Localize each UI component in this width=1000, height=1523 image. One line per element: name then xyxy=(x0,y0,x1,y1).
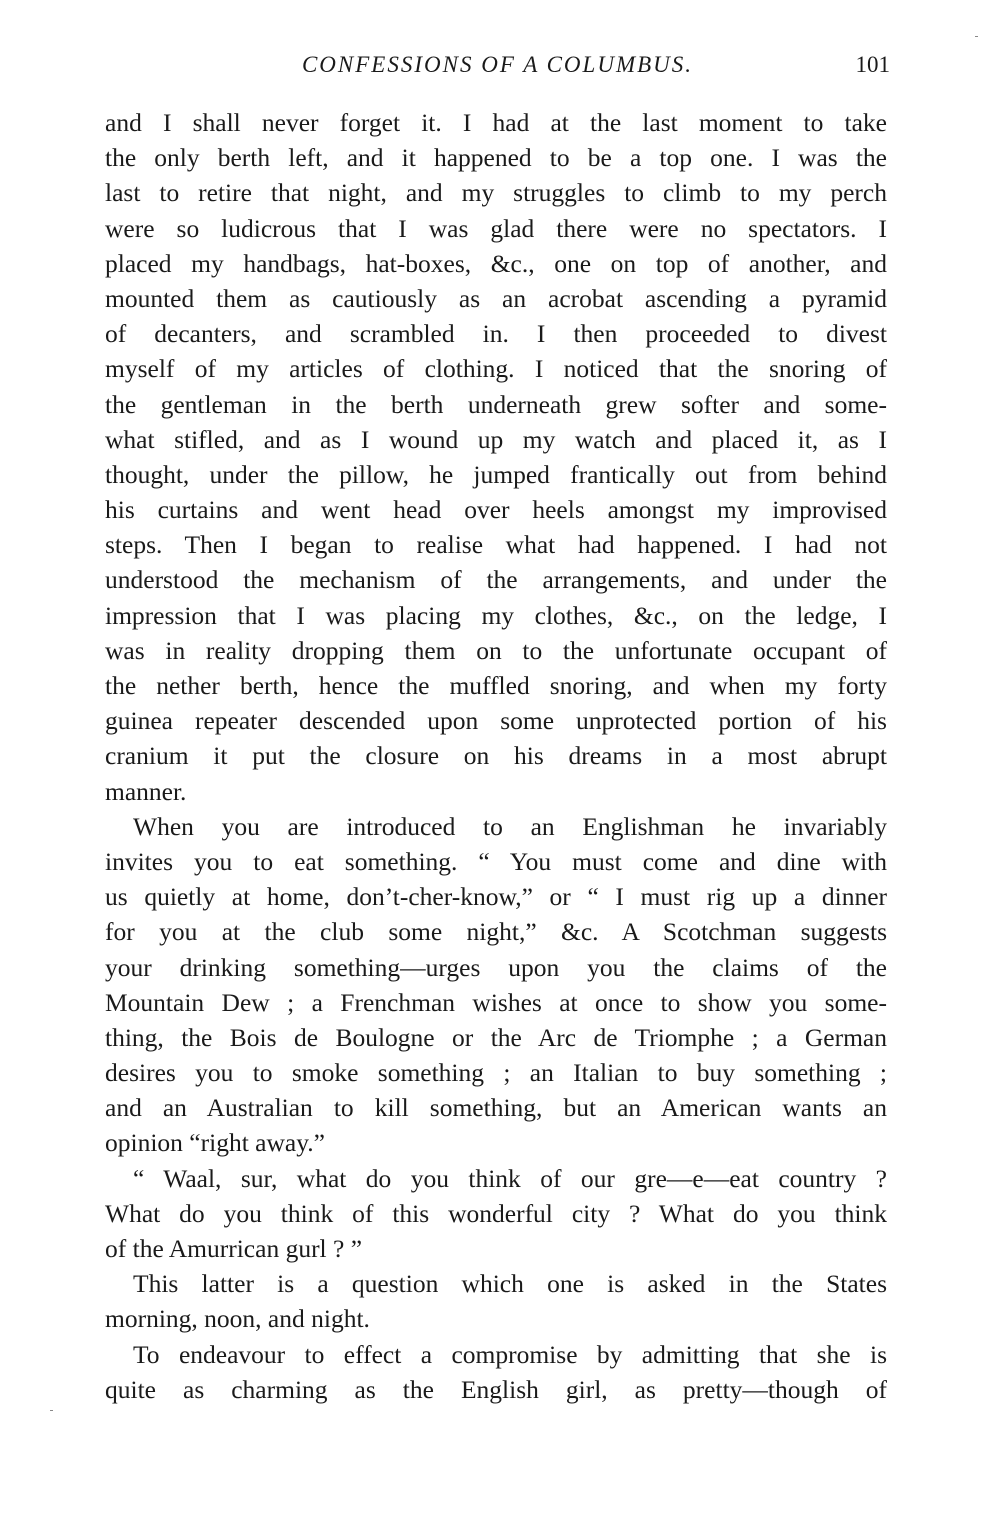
text-line: last to retire that night, and my struggles to climb to my perch xyxy=(105,178,887,208)
text-line: us quietly at home, don’t-cher-know,” or “ I must rig up a dinner xyxy=(105,882,887,912)
text-line: and an Australian to kill something, but an American wants an xyxy=(105,1093,887,1123)
running-head xyxy=(105,48,890,84)
body-text xyxy=(105,105,887,1407)
text-line: mounted them as cautiously as an acrobat ascending a pyramid xyxy=(105,283,887,313)
text-line: manner. xyxy=(105,776,187,806)
text-line: of decanters, and scrambled in. I then proceeded to divest xyxy=(105,319,887,349)
margin-mark xyxy=(975,36,978,37)
text-line: myself of my articles of clothing. I noticed that the snoring of xyxy=(105,354,887,384)
text-line: the nether berth, hence the muffled snoring, and when my forty xyxy=(105,671,887,700)
text-line: and I shall never forget it. I had at the last moment to take xyxy=(105,108,887,137)
text-line: This latter is a question which one is asked in the States xyxy=(133,1269,887,1299)
running-title: CONFESSIONS OF A COLUMBUS. xyxy=(301,52,694,77)
text-line: What do you think of this wonderful city ? What do you think xyxy=(105,1198,887,1228)
margin-mark xyxy=(50,1410,53,1411)
text-line: were so ludicrous that I was glad there were no spectators. I xyxy=(105,213,887,243)
text-line: To endeavour to effect a compromise by admitting that she is xyxy=(133,1339,887,1369)
text-line: your drinking something—urges upon you the claims of the xyxy=(105,952,887,982)
text-line: the gentleman in the berth underneath grew softer and some- xyxy=(105,389,887,419)
text-line: cranium it put the closure on his dreams in a most abrupt xyxy=(105,741,887,771)
text-line: of the Amurrican gurl ? ” xyxy=(105,1234,363,1263)
text-line: understood the mechanism of the arrangements, and under the xyxy=(105,565,887,595)
text-line: morning, noon, and night. xyxy=(105,1304,370,1334)
text-line: When you are introduced to an Englishman he invariably xyxy=(133,811,887,841)
text-line: thing, the Bois de Boulogne or the Arc de Triomphe ; a German xyxy=(105,1022,887,1052)
text-line: the only berth left, and it happened to be a top one. I was the xyxy=(105,143,887,173)
text-line: what stifled, and as I wound up my watch and placed it, as I xyxy=(105,424,887,454)
text-line: Mountain Dew ; a Frenchman wishes at once to show you some- xyxy=(105,987,887,1017)
text-line: quite as charming as the English girl, as pretty—though of xyxy=(105,1374,887,1404)
text-line: thought, under the pillow, he jumped frantically out from behind xyxy=(105,459,887,489)
text-line: opinion “right away.” xyxy=(105,1128,325,1158)
text-line: guinea repeater descended upon some unprotected portion of his xyxy=(105,706,887,736)
text-line: desires you to smoke something ; an Italian to buy something ; xyxy=(105,1058,887,1088)
text-line: placed my handbags, hat-boxes, &c., one on top of another, and xyxy=(105,248,887,278)
text-line: was in reality dropping them on to the unfortunate occupant of xyxy=(105,635,887,665)
text-line: for you at the club some night,” &c. A Scotchman suggests xyxy=(105,917,887,947)
page-number: 101 xyxy=(855,52,890,77)
text-line: impression that I was placing my clothes, &c., on the ledge, I xyxy=(105,600,887,630)
text-line: invites you to eat something. “ You must come and dine with xyxy=(105,846,887,876)
text-line: his curtains and went head over heels amongst my improvised xyxy=(105,495,887,525)
text-line: “ Waal, sur, what do you think of our gre—e—eat country ? xyxy=(133,1163,887,1193)
text-line: steps. Then I began to realise what had happened. I had not xyxy=(105,530,887,560)
